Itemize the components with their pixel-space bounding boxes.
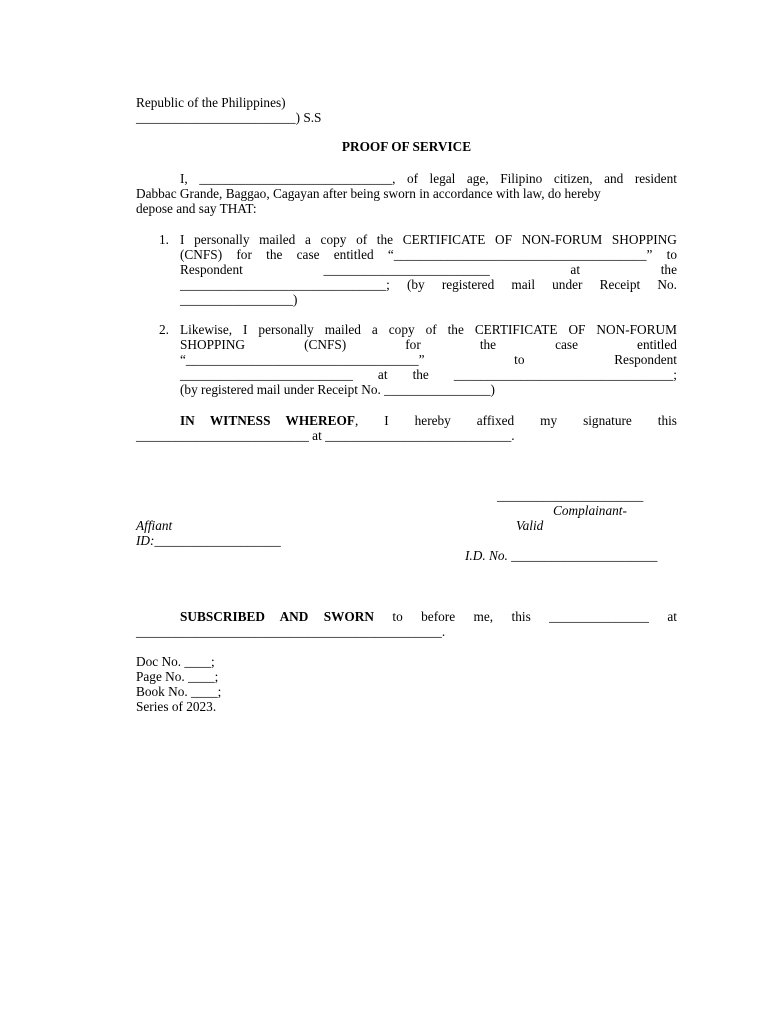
item-2-line-1 <box>180 322 677 337</box>
doc-no: Doc No. ____; <box>136 654 215 669</box>
item-1-word: the <box>660 262 677 277</box>
item-1-word: (CNFS) <box>180 247 223 262</box>
intro-word: citizen, <box>553 171 593 186</box>
item-1-word: CERTIFICATE <box>402 232 486 247</box>
affiant-label: Affiant <box>136 518 173 533</box>
witness-bold-text: IN WITNESS WHEREOF <box>180 413 355 428</box>
jurat-word: to <box>392 609 403 624</box>
republic-line: Republic of the Philippines) <box>136 95 286 110</box>
item-2-word: copy <box>388 322 415 337</box>
intro-line-3: depose and say THAT: <box>136 201 257 216</box>
item-1-number: 1. <box>159 232 169 247</box>
item-1-word: registered <box>441 277 495 292</box>
item-1-word: of <box>356 232 368 247</box>
item-2-line-4 <box>180 367 677 382</box>
venue-line: ________________________) S.S <box>136 110 322 125</box>
item-2-word: the <box>412 367 429 382</box>
intro-line-1 <box>180 171 677 186</box>
item-1-line-2 <box>180 247 677 262</box>
item-2-word: CERTIFICATE <box>474 322 558 337</box>
intro-word: legal <box>429 171 456 186</box>
intro-word: I, <box>180 171 188 186</box>
jurat-date-blank: _______________ <box>549 609 649 624</box>
witness-word: this <box>657 413 677 428</box>
page-no: Page No. ____; <box>136 669 219 684</box>
item-1-word: entitled <box>333 247 374 262</box>
witness-word: my <box>540 413 558 428</box>
item-2-number: 2. <box>159 322 169 337</box>
item-2-word: OF <box>568 322 586 337</box>
item-1-word: for <box>236 247 252 262</box>
intro-word: Filipino <box>500 171 543 186</box>
valid-label: Valid <box>516 518 544 533</box>
witness-word: affixed <box>476 413 515 428</box>
jurat-line-2: ______________________________________________. <box>136 624 446 639</box>
item-1-word: the <box>376 232 394 247</box>
item-2-word: for <box>405 337 421 352</box>
item-2-word: mailed <box>324 322 361 337</box>
item-1-line-1 <box>180 232 677 247</box>
witness-word: signature <box>583 413 632 428</box>
item-2-respondent-blank: __________________________ <box>180 367 353 382</box>
series-line: Series of 2023. <box>136 699 217 714</box>
item-2-word: NON-FORUM <box>596 322 677 337</box>
item-1-word: personally <box>194 232 250 247</box>
intro-word: and <box>604 171 624 186</box>
item-2-case-blank: “___________________________________” <box>180 352 425 367</box>
intro-word: age, <box>466 171 489 186</box>
jurat-line-1 <box>180 609 677 624</box>
item-2-word: of <box>425 322 437 337</box>
item-2-address-blank: _________________________________; <box>453 367 677 382</box>
item-1-word: at <box>570 262 581 277</box>
witness-comma: , <box>355 413 359 428</box>
item-1-word: SHOPPING <box>611 232 677 247</box>
complainant-label: Complainant- <box>553 503 627 518</box>
jurat-word: this <box>511 609 531 624</box>
item-1-line-3 <box>180 262 677 277</box>
item-1-word: Respondent <box>180 262 243 277</box>
item-1-line-4 <box>180 277 677 292</box>
item-2-word: at <box>377 367 388 382</box>
signature-line: ______________________ <box>497 488 644 503</box>
item-2-word: SHOPPING <box>180 337 246 352</box>
id-field: ID:___________________ <box>136 533 281 548</box>
book-no: Book No. ____; <box>136 684 222 699</box>
item-1-word: mailed <box>259 232 296 247</box>
item-1-word: copy <box>320 232 347 247</box>
item-1-word: case <box>296 247 320 262</box>
item-1-word: a <box>304 232 311 247</box>
witness-word: I <box>384 413 389 428</box>
intro-word: of <box>406 171 419 186</box>
jurat-word: me, <box>473 609 494 624</box>
item-1-word: Receipt <box>599 277 641 292</box>
item-1-word: the <box>266 247 283 262</box>
item-2-word: to <box>514 352 525 367</box>
intro-name-blank: _____________________________, <box>199 171 396 186</box>
id-number-field: I.D. No. ______________________ <box>465 548 658 563</box>
item-2-word: case <box>555 337 578 352</box>
item-2-line-2 <box>180 337 677 352</box>
item-1-word: under <box>552 277 583 292</box>
item-2-word: Likewise, <box>180 322 233 337</box>
item-2-word: the <box>447 322 464 337</box>
item-2-word: (CNFS) <box>304 337 347 352</box>
witness-line-1 <box>180 413 677 428</box>
item-2-word: Respondent <box>614 352 677 367</box>
intro-line-2: Dabbac Grande, Baggao, Cagayan after being sworn in accordance with law, do hereby <box>136 186 601 201</box>
witness-word: hereby <box>414 413 451 428</box>
item-1-respondent-blank: _________________________ <box>323 262 490 277</box>
item-2-line-3 <box>180 352 677 367</box>
item-1-word: to <box>666 247 677 262</box>
item-1-word: mail <box>511 277 536 292</box>
item-1-word: No. <box>657 277 677 292</box>
page-title <box>136 139 677 154</box>
item-1-line-5: _________________) <box>180 292 298 307</box>
item-2-word: a <box>371 322 378 337</box>
item-2-word: the <box>479 337 497 352</box>
witness-lead <box>180 413 358 428</box>
jurat-bold-text: SUBSCRIBED AND SWORN <box>180 609 374 624</box>
item-1-case-blank: “______________________________________” <box>387 247 653 262</box>
item-2-word: entitled <box>637 337 677 352</box>
item-1-word: (by <box>406 277 425 292</box>
witness-line-2: __________________________ at ____________________________. <box>136 428 515 443</box>
jurat-word: before <box>421 609 456 624</box>
item-1-word: OF <box>495 232 513 247</box>
item-2-line-5: (by registered mail under Receipt No. ________________) <box>180 382 495 397</box>
item-1-word: NON-FORUM <box>521 232 603 247</box>
jurat-word: at <box>667 609 677 624</box>
intro-word: resident <box>634 171 677 186</box>
item-2-word: personally <box>258 322 314 337</box>
item-1-word: I <box>180 232 185 247</box>
item-2-word: I <box>243 322 248 337</box>
item-1-address-blank: _______________________________; <box>180 277 390 292</box>
title-text: PROOF OF SERVICE <box>341 139 472 154</box>
